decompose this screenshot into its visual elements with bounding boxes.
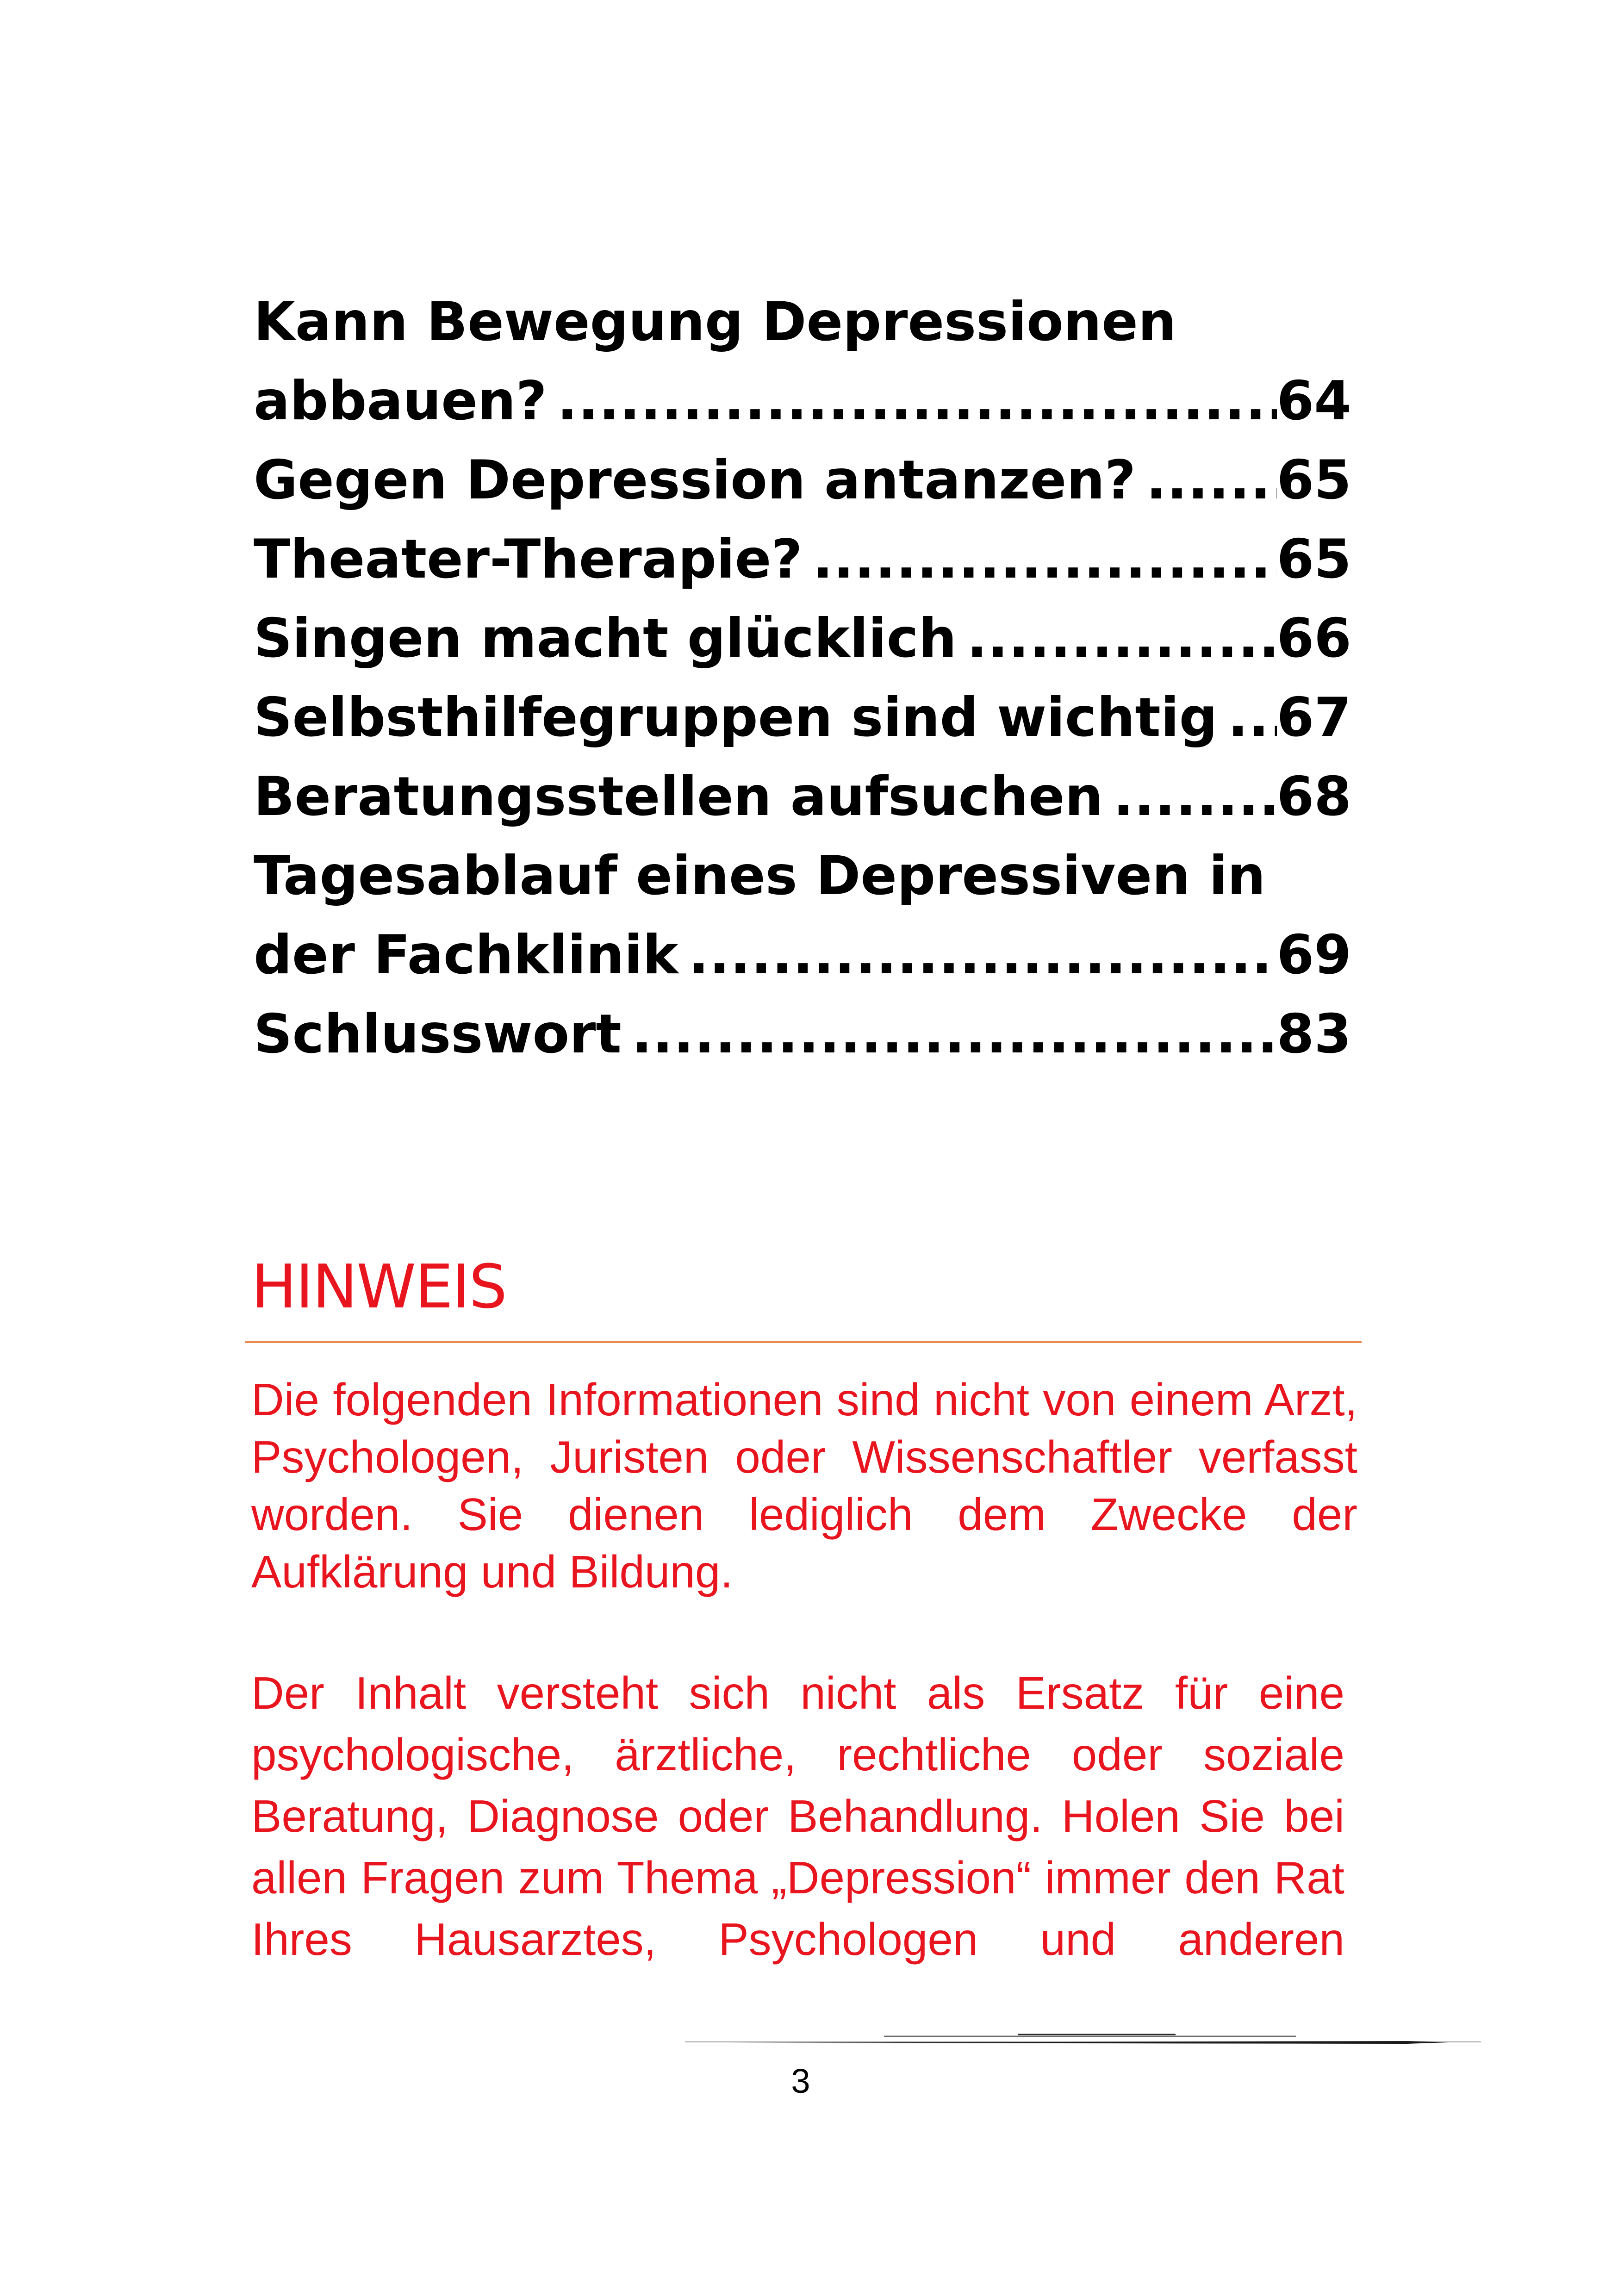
toc-leader-dots [1136, 441, 1276, 520]
toc-entry-title: der Fachklinik [254, 924, 678, 986]
toc-entry[interactable] [254, 520, 1351, 599]
toc-leader-dots [1218, 678, 1277, 757]
notice-paragraph: Der Inhalt versteht sich nicht als Ersatz für eine psychologische, ärztliche, rechtliche oder soziale Beratung, Diagnose oder Behandlung. Holen Sie bei allen Fragen zum Thema „Depression“ immer den Rat Ihres Hausarztes, Psychologen und anderen [251, 1668, 1344, 1965]
toc-entry[interactable] [254, 757, 1351, 836]
footer-divider [685, 2027, 1481, 2055]
toc-leader-dots [1103, 757, 1276, 836]
toc-leader-dots [622, 995, 1277, 1074]
toc-entry-title-line: Kann Bewegung Depressionen [254, 291, 1176, 353]
toc-entry[interactable] [254, 282, 1351, 441]
toc-entry[interactable] [254, 678, 1351, 757]
toc-entry-title: Gegen Depression antanzen? [254, 449, 1136, 511]
toc-leader-dots [803, 520, 1277, 599]
toc-leader-dots [957, 599, 1277, 678]
toc-entry-title-line: Tagesablauf eines Depressiven in [254, 845, 1266, 907]
toc-leader-dots [547, 361, 1277, 441]
toc-page-number: 64 [1276, 370, 1351, 432]
table-of-contents [254, 282, 1351, 1074]
toc-entry-title: Theater-Therapie? [254, 528, 803, 591]
page-number: 3 [791, 2062, 810, 2100]
toc-page-number: 83 [1276, 1003, 1351, 1065]
notice-heading: HINWEIS [251, 1251, 506, 1322]
toc-entry-title: abbauen? [254, 370, 547, 432]
notice-paragraph: Die folgenden Informationen sind nicht von einem Arzt, Psychologen, Juristen oder Wissenschaftler verfasst worden. Sie dienen lediglich dem Zwecke der Aufklärung und Bildung. [251, 1374, 1357, 1597]
toc-entry[interactable] [254, 599, 1351, 678]
toc-page-number: 67 [1276, 686, 1351, 749]
toc-page-number: 65 [1276, 528, 1351, 591]
toc-entry-title: Selbsthilfegruppen sind wichtig [254, 686, 1218, 749]
toc-entry[interactable] [254, 441, 1351, 520]
toc-leader-dots [678, 915, 1277, 995]
toc-page-number: 69 [1276, 924, 1351, 986]
heading-divider [245, 1341, 1362, 1343]
toc-page-number: 66 [1276, 607, 1351, 670]
toc-page-number: 65 [1276, 449, 1351, 511]
toc-entry[interactable] [254, 995, 1351, 1074]
toc-page-number: 68 [1276, 765, 1351, 828]
toc-entry[interactable] [254, 836, 1351, 995]
toc-entry-title: Schlusswort [254, 1003, 622, 1065]
toc-entry-title: Singen macht glücklich [254, 607, 957, 670]
toc-entry-title: Beratungsstellen aufsuchen [254, 765, 1103, 828]
